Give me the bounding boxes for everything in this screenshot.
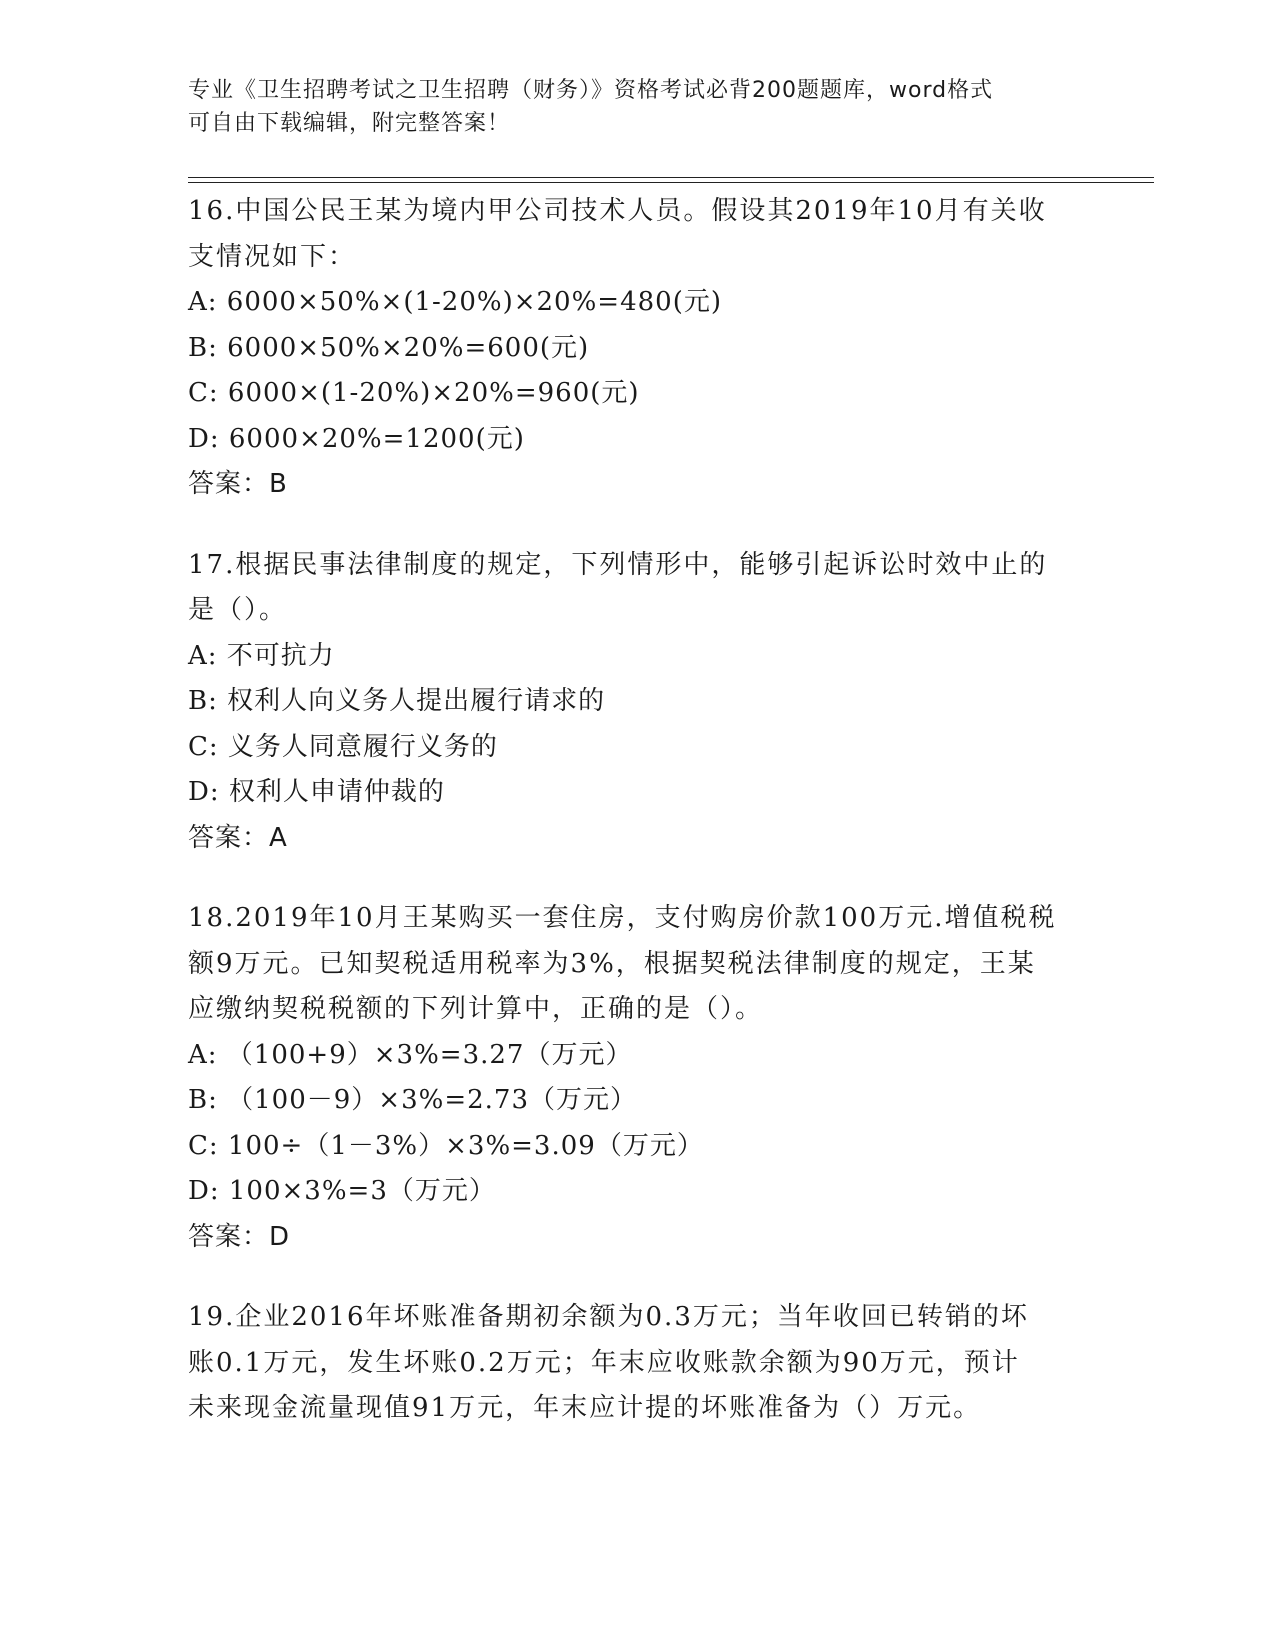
question-block bbox=[188, 543, 1088, 862]
header-divider-top bbox=[188, 177, 1154, 178]
question-text: 是（）。 bbox=[188, 595, 288, 625]
question-block bbox=[188, 896, 1088, 1260]
question-text: 18.2019年10月王某购买一套住房，支付购房价款100万元.增值税税 bbox=[188, 903, 1057, 933]
question-text: 支情况如下： bbox=[188, 241, 357, 272]
answer-option: A: 6000×50%×(1-20%)×20%=480(元) bbox=[188, 287, 723, 317]
question-block bbox=[188, 1295, 1088, 1432]
answer-option: B: 6000×50%×20%=600(元) bbox=[188, 332, 590, 363]
document-header bbox=[188, 74, 1088, 140]
question-text: 未来现金流量现值91万元，年末应计提的坏账准备为（）万元。 bbox=[188, 1393, 982, 1423]
answer-key: 答案：D bbox=[188, 1221, 291, 1252]
answer-option: C: 100÷（1－3%）×3%=3.09（万元） bbox=[188, 1130, 704, 1161]
header-line-2: 可自由下载编辑，附完整答案！ bbox=[188, 111, 511, 136]
header-divider-bottom bbox=[188, 182, 1154, 183]
answer-option: B: （100－9）×3%=2.73（万元） bbox=[188, 1085, 638, 1115]
question-block bbox=[188, 189, 1088, 508]
question-text: 16.中国公民王某为境内甲公司技术人员。假设其2019年10月有关收 bbox=[188, 196, 1047, 226]
answer-option: B: 权利人向义务人提出履行请求的 bbox=[188, 686, 606, 716]
question-text: 17.根据民事法律制度的规定，下列情形中，能够引起诉讼时效中止的 bbox=[188, 549, 1048, 580]
question-text: 19.企业2016年坏账准备期初余额为0.3万元；当年收回已转销的坏 bbox=[188, 1302, 1029, 1332]
answer-option: C: 义务人同意履行义务的 bbox=[188, 731, 498, 762]
question-list bbox=[188, 189, 1088, 1467]
answer-key: 答案：B bbox=[188, 469, 288, 499]
answer-key: 答案：A bbox=[188, 822, 288, 853]
answer-option: D: 权利人申请仲裁的 bbox=[188, 777, 445, 807]
answer-option: A: 不可抗力 bbox=[188, 640, 335, 671]
answer-option: A: （100+9）×3%=3.27（万元） bbox=[188, 1039, 633, 1070]
question-text: 额9万元。已知契税适用税率为3%，根据契税法律制度的规定，王某 bbox=[188, 948, 1036, 979]
question-text: 应缴纳契税税额的下列计算中，正确的是（）。 bbox=[188, 994, 764, 1024]
answer-option: C: 6000×(1-20%)×20%=960(元) bbox=[188, 378, 640, 408]
answer-option: D: 100×3%=3（万元） bbox=[188, 1176, 496, 1206]
header-line-1: 专业《卫生招聘考试之卫生招聘（财务）》资格考试必背200题题库，word格式 bbox=[188, 78, 994, 103]
answer-option: D: 6000×20%=1200(元) bbox=[188, 423, 525, 454]
question-text: 账0.1万元，发生坏账0.2万元；年末应收账款余额为90万元，预计 bbox=[188, 1347, 1020, 1378]
